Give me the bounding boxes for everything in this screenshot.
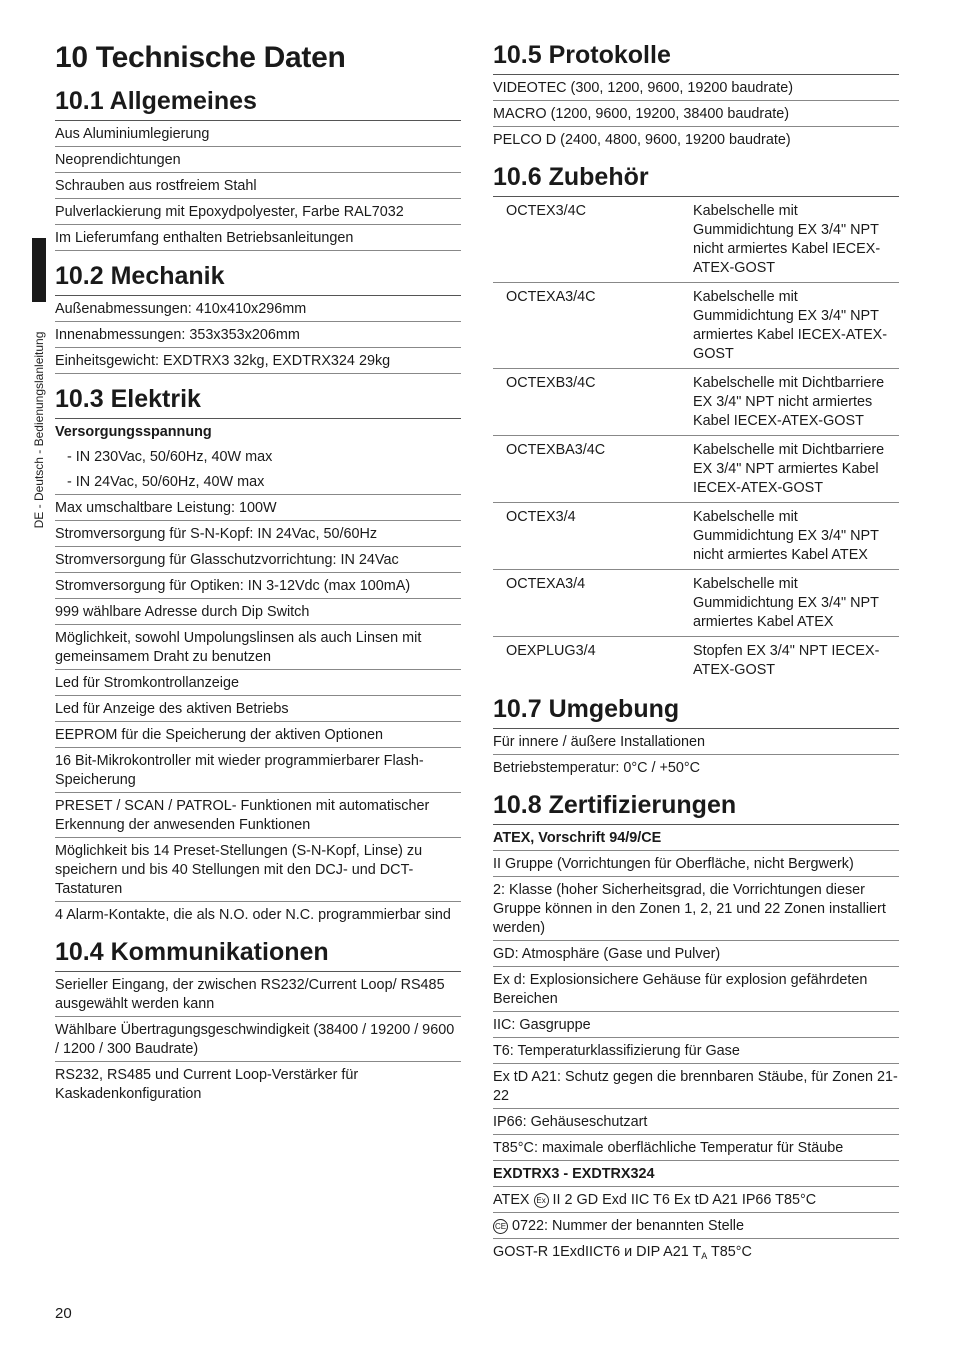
list-item: RS232, RS485 und Current Loop-Verstärker für Kaskadenkonfiguration [55, 1067, 359, 1102]
ex-hexagon-icon: Ex [534, 1193, 549, 1208]
list-item: Außenabmessungen: 410x410x296mm [55, 296, 461, 322]
accessory-row [493, 369, 899, 436]
list-item: IIC: Gasgruppe [493, 1012, 899, 1038]
ce-mark-icon: CE [493, 1219, 508, 1234]
atex-marking: II 2 GD Exd IIC T6 Ex tD A21 IP66 T85°C [552, 1192, 817, 1208]
list-item: MACRO (1200, 9600, 19200, 38400 baudrate) [493, 101, 899, 127]
subsection-heading: ATEX, Vorschrift 94/9/CE [493, 825, 899, 851]
gost-marking-line [493, 1239, 899, 1268]
section-title: 10.8 Zertifizierungen [493, 790, 899, 825]
gost-prefix: GOST-R 1ExdIICT6 и DIP A21 T [493, 1244, 702, 1260]
section-allgemeines [55, 86, 461, 251]
list-item: Ex tD A21: Schutz gegen die brennbaren Stäube, für Zonen 21-22 [493, 1064, 899, 1109]
section-zubehoer [493, 162, 899, 684]
section-title: 10.2 Mechanik [55, 261, 461, 296]
side-tab-marker [32, 238, 46, 302]
list-item: IP66: Gehäuseschutzart [493, 1109, 899, 1135]
accessory-row [493, 637, 899, 684]
ce-notified-body: 0722: Nummer der benannten Stelle [512, 1218, 744, 1234]
page-number: 20 [55, 1305, 72, 1322]
list-item: Stromversorgung für Glasschutzvorrichtung: IN 24Vac [55, 547, 461, 573]
list-item: Stromversorgung für S-N-Kopf: IN 24Vac, 50/60Hz [55, 521, 461, 547]
list-item: II Gruppe (Vorrichtungen für Oberfläche, nicht Bergwerk) [493, 851, 899, 877]
accessory-description: Kabelschelle mit Gummidichtung EX 3/4" NPT nicht armiertes Kabel ATEX [693, 509, 879, 563]
section-kommunikationen [55, 937, 461, 1106]
list-item: 2: Klasse (hoher Sicherheitsgrad, die Vorrichtungen dieser Gruppe können in den Zonen 1, 2, 21 und 22 Zonen installiert werden) [493, 877, 899, 941]
accessory-code: OCTEXA3/4 [506, 576, 586, 592]
list-item: T85°C: maximale oberflächliche Temperatur für Stäube [493, 1135, 899, 1161]
section-mechanik [55, 261, 461, 374]
list-item: Wählbare Übertragungsgeschwindigkeit (38400 / 19200 / 9600 / 1200 / 300 Baudrate) [55, 1017, 461, 1062]
ce-marking-line [493, 1213, 899, 1239]
list-item: 4 Alarm-Kontakte, die als N.O. oder N.C. programmierbar sind [55, 907, 451, 923]
list-item: Neoprendichtungen [55, 147, 461, 173]
accessory-row [493, 503, 899, 570]
section-title: 10.3 Elektrik [55, 384, 461, 419]
atex-marking-line [493, 1187, 899, 1213]
subsection-heading: EXDTRX3 - EXDTRX324 [493, 1161, 899, 1187]
list-item: Stromversorgung für Optiken: IN 3-12Vdc (max 100mA) [55, 573, 461, 599]
accessory-code: OCTEXBA3/4C [506, 442, 606, 458]
accessory-code: OEXPLUG3/4 [506, 643, 596, 659]
left-column [55, 40, 461, 1116]
subsection-heading: Versorgungsspannung [55, 424, 212, 440]
accessory-description: Kabelschelle mit Gummidichtung EX 3/4" NPT armiertes Kabel IECEX-ATEX-GOST [693, 289, 888, 362]
list-item: PRESET / SCAN / PATROL- Funktionen mit automatischer Erkennung der anwesenden Funktionen [55, 793, 461, 838]
accessory-code: OCTEX3/4 [506, 509, 576, 525]
list-item: Möglichkeit bis 14 Preset-Stellungen (S-N-Kopf, Linse) zu speichern und bis 40 Stellungen mit den DCJ- und DCT- Tastaturen [55, 838, 461, 902]
list-item: - IN 24Vac, 50/60Hz, 40W max [55, 469, 461, 495]
list-item: Serieller Eingang, der zwischen RS232/Current Loop/ RS485 ausgewählt werden kann [55, 972, 461, 1017]
list-item: Für innere / äußere Installationen [493, 729, 899, 755]
list-item: VIDEOTEC (300, 1200, 9600, 19200 baudrate) [493, 75, 899, 101]
gost-suffix: T85°C [707, 1244, 752, 1260]
list-item: Innenabmessungen: 353x353x206mm [55, 322, 461, 348]
list-item: EEPROM für die Speicherung der aktiven Optionen [55, 722, 461, 748]
list-item: Aus Aluminiumlegierung [55, 121, 461, 147]
section-title: 10.6 Zubehör [493, 162, 899, 197]
list-item: Schrauben aus rostfreiem Stahl [55, 173, 461, 199]
section-protokolle [493, 40, 899, 152]
gost-subscript: A [701, 1251, 708, 1261]
accessory-description: Kabelschelle mit Gummidichtung EX 3/4" NPT nicht armiertes Kabel IECEX-ATEX-GOST [693, 203, 881, 276]
section-title: 10.5 Protokolle [493, 40, 899, 75]
section-title: 10.7 Umgebung [493, 694, 899, 729]
page-title: 10 Technische Daten [55, 41, 346, 74]
list-item: Betriebstemperatur: 0°C / +50°C [493, 760, 701, 776]
accessory-code: OCTEXB3/4C [506, 375, 596, 391]
section-elektrik [55, 384, 461, 927]
list-item: Led für Anzeige des aktiven Betriebs [55, 696, 461, 722]
list-item: Möglichkeit, sowohl Umpolungslinsen als auch Linsen mit gemeinsamem Draht zu benutzen [55, 625, 461, 670]
accessory-row [493, 436, 899, 503]
list-item: 16 Bit-Mikrokontroller mit wieder programmierbarer Flash-Speicherung [55, 748, 461, 793]
list-item: Einheitsgewicht: EXDTRX3 32kg, EXDTRX324 29kg [55, 348, 461, 374]
accessory-row [493, 570, 899, 637]
accessory-code: OCTEX3/4C [506, 203, 586, 219]
list-item: PELCO D (2400, 4800, 9600, 19200 baudrate) [493, 132, 791, 148]
section-umgebung [493, 694, 899, 780]
list-item: Pulverlackierung mit Epoxydpolyester, Farbe RAL7032 [55, 199, 461, 225]
list-item: T6: Temperaturklassifizierung für Gase [493, 1038, 899, 1064]
list-item: Max umschaltbare Leistung: 100W [55, 495, 461, 521]
list-item: Ex d: Explosionsichere Gehäuse für explosion gefährdeten Bereichen [493, 967, 899, 1012]
list-item: - IN 230Vac, 50/60Hz, 40W max [67, 449, 273, 465]
accessory-description: Kabelschelle mit Dichtbarriere EX 3/4" NPT nicht armiertes Kabel IECEX-ATEX-GOST [693, 375, 885, 429]
list-item: Im Lieferumfang enthalten Betriebsanleitungen [55, 225, 461, 251]
atex-prefix: ATEX [493, 1192, 530, 1208]
section-zertifizierungen [493, 790, 899, 1268]
list-item: GD: Atmosphäre (Gase und Pulver) [493, 941, 899, 967]
accessory-code: OCTEXA3/4C [506, 289, 596, 305]
accessory-description: Stopfen EX 3/4" NPT IECEX-ATEX-GOST [693, 643, 880, 678]
accessory-description: Kabelschelle mit Gummidichtung EX 3/4" NPT armiertes Kabel ATEX [693, 576, 879, 630]
accessory-description: Kabelschelle mit Dichtbarriere EX 3/4" NPT armiertes Kabel IECEX-ATEX-GOST [693, 442, 885, 496]
side-language-label: DE - Deutsch - Bedienungslanleitung [32, 331, 46, 529]
accessory-row [493, 197, 899, 283]
accessory-row [493, 283, 899, 369]
list-item: 999 wählbare Adresse durch Dip Switch [55, 599, 461, 625]
section-title: 10.1 Allgemeines [55, 86, 461, 121]
list-item: Led für Stromkontrollanzeige [55, 670, 461, 696]
section-title: 10.4 Kommunikationen [55, 937, 461, 972]
right-column [493, 40, 899, 1278]
